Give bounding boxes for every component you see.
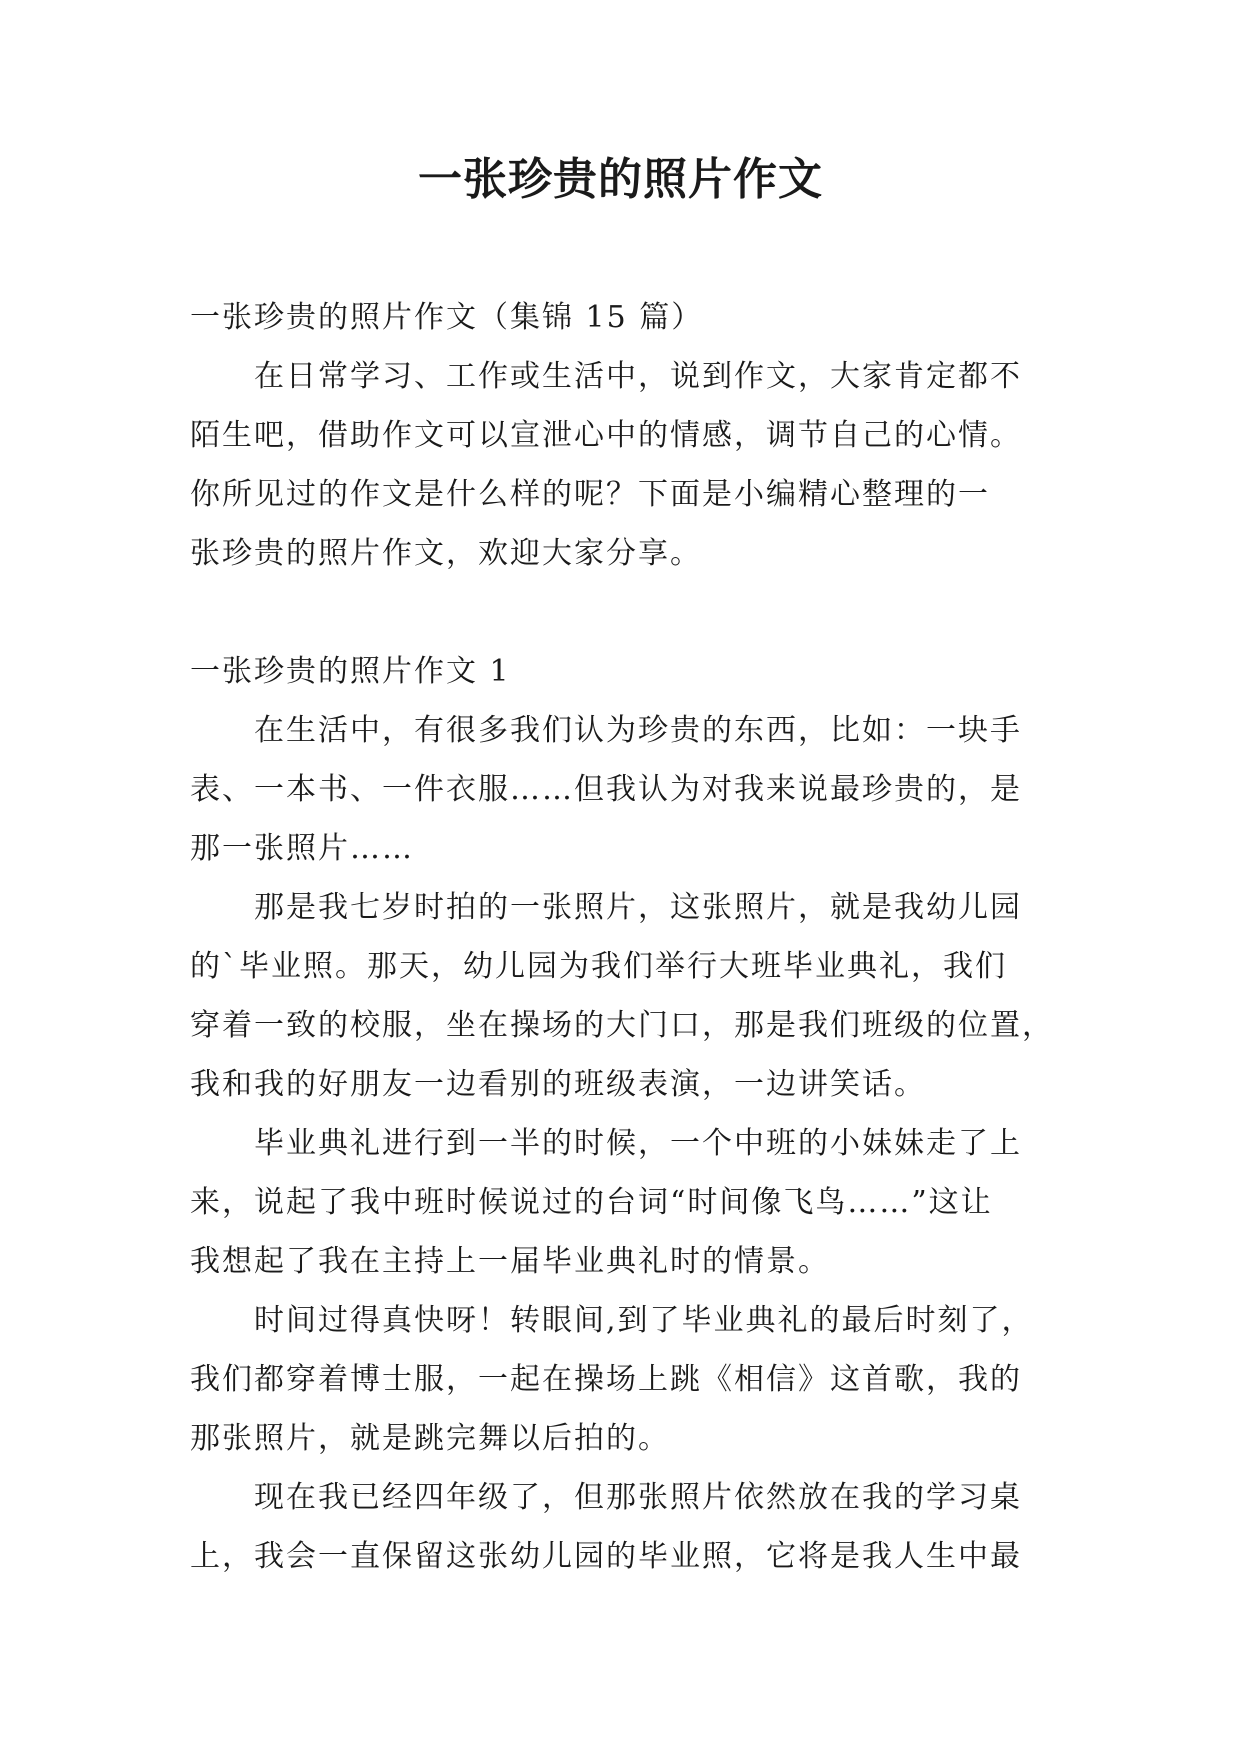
body-line: 穿着一致的校服，坐在操场的大门口，那是我们班级的位置， bbox=[190, 1008, 1054, 1043]
body-line: 来，说起了我中班时候说过的台词“时间像飞鸟……”这让 bbox=[190, 1185, 993, 1220]
intro-line: 陌生吧，借助作文可以宣泄心中的情感，调节自己的心情。 bbox=[190, 418, 1022, 453]
body-line: 在生活中，有很多我们认为珍贵的东西，比如：一块手 bbox=[190, 713, 1022, 748]
intro-line: 张珍贵的照片作文，欢迎大家分享。 bbox=[190, 536, 702, 571]
body-line: 那是我七岁时拍的一张照片，这张照片，就是我幼儿园 bbox=[190, 890, 1022, 925]
document-title: 一张珍贵的照片作文 bbox=[418, 154, 823, 205]
intro-line: 你所见过的作文是什么样的呢？下面是小编精心整理的一 bbox=[190, 477, 990, 512]
intro-line: 在日常学习、工作或生活中，说到作文，大家肯定都不 bbox=[190, 359, 1022, 394]
body-line: 表、一本书、一件衣服……但我认为对我来说最珍贵的，是 bbox=[190, 772, 1022, 807]
body-line: 我们都穿着博士服，一起在操场上跳《相信》这首歌，我的 bbox=[190, 1362, 1022, 1397]
body-line: 时间过得真快呀！转眼间,到了毕业典礼的最后时刻了， bbox=[190, 1303, 1034, 1338]
collection-subtitle: 一张珍贵的照片作文（集锦 15 篇） bbox=[190, 300, 704, 335]
body-line: 我和我的好朋友一边看别的班级表演，一边讲笑话。 bbox=[190, 1067, 926, 1102]
body-line: 毕业典礼进行到一半的时候，一个中班的小妹妹走了上 bbox=[190, 1126, 1022, 1161]
section-heading: 一张珍贵的照片作文 1 bbox=[190, 654, 511, 689]
section-spacer bbox=[190, 583, 1060, 642]
document-body bbox=[190, 288, 1060, 1586]
body-line: 我想起了我在主持上一届毕业典礼时的情景。 bbox=[190, 1244, 830, 1279]
body-line: 现在我已经四年级了，但那张照片依然放在我的学习桌 bbox=[190, 1480, 1022, 1515]
body-line: 那张照片，就是跳完舞以后拍的。 bbox=[190, 1421, 670, 1456]
body-line: 上，我会一直保留这张幼儿园的毕业照，它将是我人生中最 bbox=[190, 1539, 1022, 1574]
body-line: 的`毕业照。那天，幼儿园为我们举行大班毕业典礼，我们 bbox=[190, 949, 1007, 984]
body-line: 那一张照片…… bbox=[190, 831, 414, 866]
